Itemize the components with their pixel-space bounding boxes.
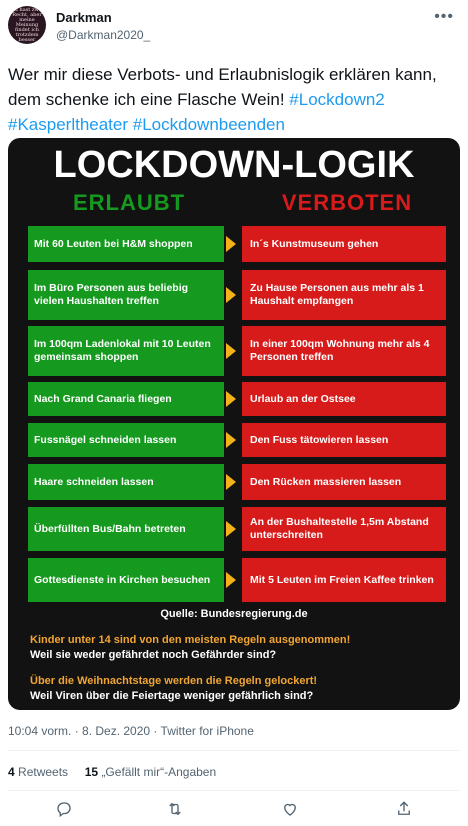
tweet-image[interactable] xyxy=(8,138,460,710)
allowed-cell: Fussnägel schneiden lassen xyxy=(28,423,224,457)
retweet-button[interactable] xyxy=(163,798,187,820)
tweet-stats xyxy=(8,765,216,779)
tweet-text xyxy=(8,62,460,137)
column-header-allowed: ERLAUBT xyxy=(72,190,186,215)
like-icon xyxy=(281,800,299,818)
arrow-icon xyxy=(226,287,236,303)
note-kids-white: Weil sie weder gefährdet noch Gefährder sind? xyxy=(30,649,277,661)
allowed-cell: Haare schneiden lassen xyxy=(28,464,224,500)
retweet-label[interactable]: Retweets xyxy=(18,765,69,779)
tweet-body: Wer mir diese Verbots- und Erlaubnislogik erklären kann, dem schenke ich eine Flasche Wein! xyxy=(8,65,437,109)
forbidden-cell: An der Bushaltestelle 1,5m Abstand unterschreiten xyxy=(242,507,446,551)
rule-row xyxy=(28,226,446,262)
arrow-icon xyxy=(226,474,236,490)
note-xmas-white: Weil Viren über die Feiertage weniger gefährlich sind? xyxy=(30,690,314,702)
allowed-cell: Im Büro Personen aus beliebig vielen Haushalten treffen xyxy=(28,270,224,320)
like-count[interactable]: 15 xyxy=(84,765,99,779)
author-name[interactable]: Darkman xyxy=(56,10,112,25)
like-label[interactable]: „Gefällt mir“-Angaben xyxy=(101,765,217,779)
rule-row xyxy=(28,326,446,376)
forbidden-cell: Urlaub an der Ostsee xyxy=(242,382,446,416)
forbidden-cell: In einer 100qm Wohnung mehr als 4 Personen treffen xyxy=(242,326,446,376)
note-xmas-orange: Über die Weihnachtstage werden die Regeln gelockert! xyxy=(30,675,318,687)
allowed-cell: Mit 60 Leuten bei H&M shoppen xyxy=(28,226,224,262)
tweet-header xyxy=(0,0,468,52)
rule-row xyxy=(28,270,446,320)
hashtag-link[interactable]: #Lockdown2 xyxy=(289,90,385,109)
rule-row xyxy=(28,558,446,602)
divider xyxy=(8,750,460,751)
arrow-icon xyxy=(226,343,236,359)
arrow-icon xyxy=(226,391,236,407)
note-kids-orange: Kinder unter 14 sind von den meisten Regeln ausgenommen! xyxy=(30,634,351,646)
reply-button[interactable] xyxy=(52,798,76,820)
hashtag-link[interactable]: #Kasperltheater xyxy=(8,115,129,134)
tweet-meta[interactable]: 10:04 vorm. · 8. Dez. 2020 · Twitter for iPhone xyxy=(8,724,254,738)
like-button[interactable] xyxy=(278,798,302,820)
column-header-forbidden: VERBOTEN xyxy=(281,190,413,215)
retweet-icon xyxy=(165,800,185,818)
avatar[interactable] xyxy=(8,6,46,44)
rule-row xyxy=(28,423,446,457)
arrow-icon xyxy=(226,521,236,537)
rule-row xyxy=(28,464,446,500)
reply-icon xyxy=(55,800,73,818)
forbidden-cell: Den Rücken massieren lassen xyxy=(242,464,446,500)
forbidden-cell: Den Fuss tätowieren lassen xyxy=(242,423,446,457)
rule-row xyxy=(28,507,446,551)
arrow-icon xyxy=(226,572,236,588)
tweet-actions xyxy=(0,798,468,822)
arrow-icon xyxy=(226,432,236,448)
allowed-cell: Im 100qm Ladenlokal mit 10 Leuten gemeinsam shoppen xyxy=(28,326,224,376)
avatar-text: Du hast zwei Recht, aber meine Meinung findet ich trotzdem besser xyxy=(10,6,44,43)
allowed-cell: Nach Grand Canaria fliegen xyxy=(28,382,224,416)
share-button[interactable] xyxy=(392,798,416,820)
rule-row xyxy=(28,382,446,416)
author-handle[interactable]: @Darkman2020_ xyxy=(56,28,151,42)
image-source: Quelle: Bundesregierung.de xyxy=(160,608,308,620)
forbidden-cell: Zu Hause Personen aus mehr als 1 Haushalt empfangen xyxy=(242,270,446,320)
more-options-icon[interactable]: ••• xyxy=(434,8,454,25)
share-icon xyxy=(395,800,413,818)
image-title: LOCKDOWN-LOGIK xyxy=(53,144,415,186)
forbidden-cell: Mit 5 Leuten im Freien Kaffee trinken xyxy=(242,558,446,602)
forbidden-cell: In´s Kunstmuseum gehen xyxy=(242,226,446,262)
arrow-icon xyxy=(226,236,236,252)
allowed-cell: Gottesdienste in Kirchen besuchen xyxy=(28,558,224,602)
divider xyxy=(8,790,460,791)
hashtag-link[interactable]: #Lockdownbeenden xyxy=(132,115,285,134)
allowed-cell: Überfüllten Bus/Bahn betreten xyxy=(28,507,224,551)
retweet-count[interactable]: 4 xyxy=(8,765,15,779)
